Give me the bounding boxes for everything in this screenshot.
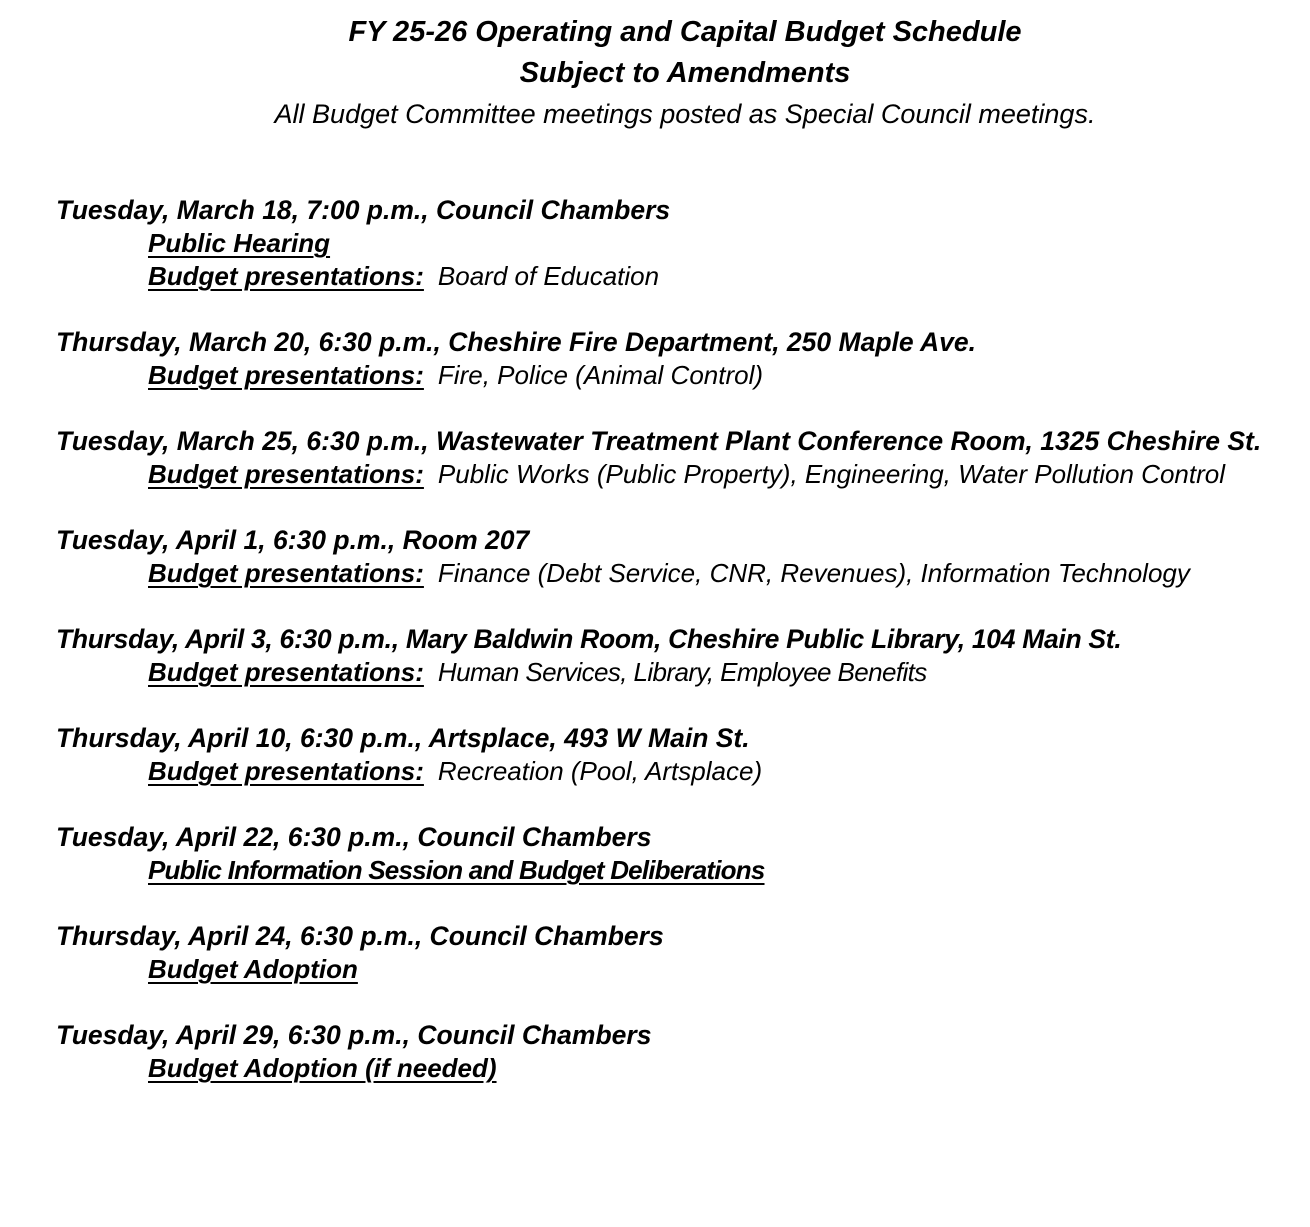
meeting-agenda <box>56 854 1306 887</box>
document-header <box>0 12 1310 133</box>
meeting-entry <box>56 524 1306 590</box>
presentations-list: Fire, Police (Animal Control) <box>437 360 764 390</box>
meeting-agenda <box>56 953 1306 986</box>
meeting-heading: Tuesday, April 22, 6:30 p.m., Council Chambers <box>56 822 652 852</box>
document-subtitle: Subject to Amendments <box>519 57 851 89</box>
meeting-entry <box>56 623 1306 689</box>
meeting-entry <box>56 920 1306 986</box>
meeting-heading: Thursday, March 20, 6:30 p.m., Cheshire Fire Department, 250 Maple Ave. <box>56 327 976 357</box>
meeting-entry <box>56 425 1306 491</box>
agenda-item: Public Information Session and Budget Deliberations <box>148 855 765 885</box>
document-title: FY 25-26 Operating and Capital Budget Schedule <box>348 16 1022 48</box>
presentations-line <box>56 359 1306 392</box>
meeting-entry <box>56 1019 1306 1085</box>
meeting-heading: Tuesday, March 18, 7:00 p.m., Council Chambers <box>56 195 671 225</box>
presentations-list: Human Services, Library, Employee Benefits <box>437 657 927 687</box>
presentations-line <box>56 656 1306 689</box>
presentations-label: Budget presentations: <box>148 756 424 786</box>
meeting-entry <box>56 194 1306 293</box>
presentations-line <box>56 260 1306 293</box>
meeting-schedule <box>56 194 1306 1118</box>
meeting-heading: Thursday, April 3, 6:30 p.m., Mary Baldwin Room, Cheshire Public Library, 104 Main St. <box>56 624 1122 654</box>
presentations-list: Board of Education <box>437 261 660 291</box>
presentations-list: Finance (Debt Service, CNR, Revenues), Information Technology <box>437 558 1190 588</box>
agenda-item: Public Hearing <box>148 228 331 258</box>
agenda-item: Budget Adoption (if needed) <box>148 1053 497 1083</box>
meeting-agenda <box>56 227 1306 260</box>
agenda-item: Budget Adoption <box>148 954 358 984</box>
presentations-label: Budget presentations: <box>148 261 424 291</box>
presentations-label: Budget presentations: <box>148 360 424 390</box>
meeting-agenda <box>56 1052 1306 1085</box>
presentations-list: Public Works (Public Property), Engineering, Water Pollution Control <box>437 459 1225 489</box>
meeting-heading: Tuesday, March 25, 6:30 p.m., Wastewater Treatment Plant Conference Room, 1325 Cheshire St. <box>56 426 1262 456</box>
presentations-label: Budget presentations: <box>148 459 424 489</box>
presentations-line <box>56 458 1306 491</box>
presentations-line <box>56 755 1306 788</box>
meeting-heading: Thursday, April 24, 6:30 p.m., Council Chambers <box>56 921 664 951</box>
presentations-label: Budget presentations: <box>148 558 424 588</box>
presentations-list: Recreation (Pool, Artsplace) <box>437 756 763 786</box>
meeting-entry <box>56 722 1306 788</box>
meeting-heading: Thursday, April 10, 6:30 p.m., Artsplace, 493 W Main St. <box>56 723 750 753</box>
presentations-label: Budget presentations: <box>148 657 424 687</box>
presentations-line <box>56 557 1306 590</box>
meeting-heading: Tuesday, April 29, 6:30 p.m., Council Chambers <box>56 1020 652 1050</box>
meeting-heading: Tuesday, April 1, 6:30 p.m., Room 207 <box>56 525 530 555</box>
meeting-entry <box>56 821 1306 887</box>
meeting-entry <box>56 326 1306 392</box>
meeting-notice: All Budget Committee meetings posted as Special Council meetings. <box>274 99 1096 129</box>
